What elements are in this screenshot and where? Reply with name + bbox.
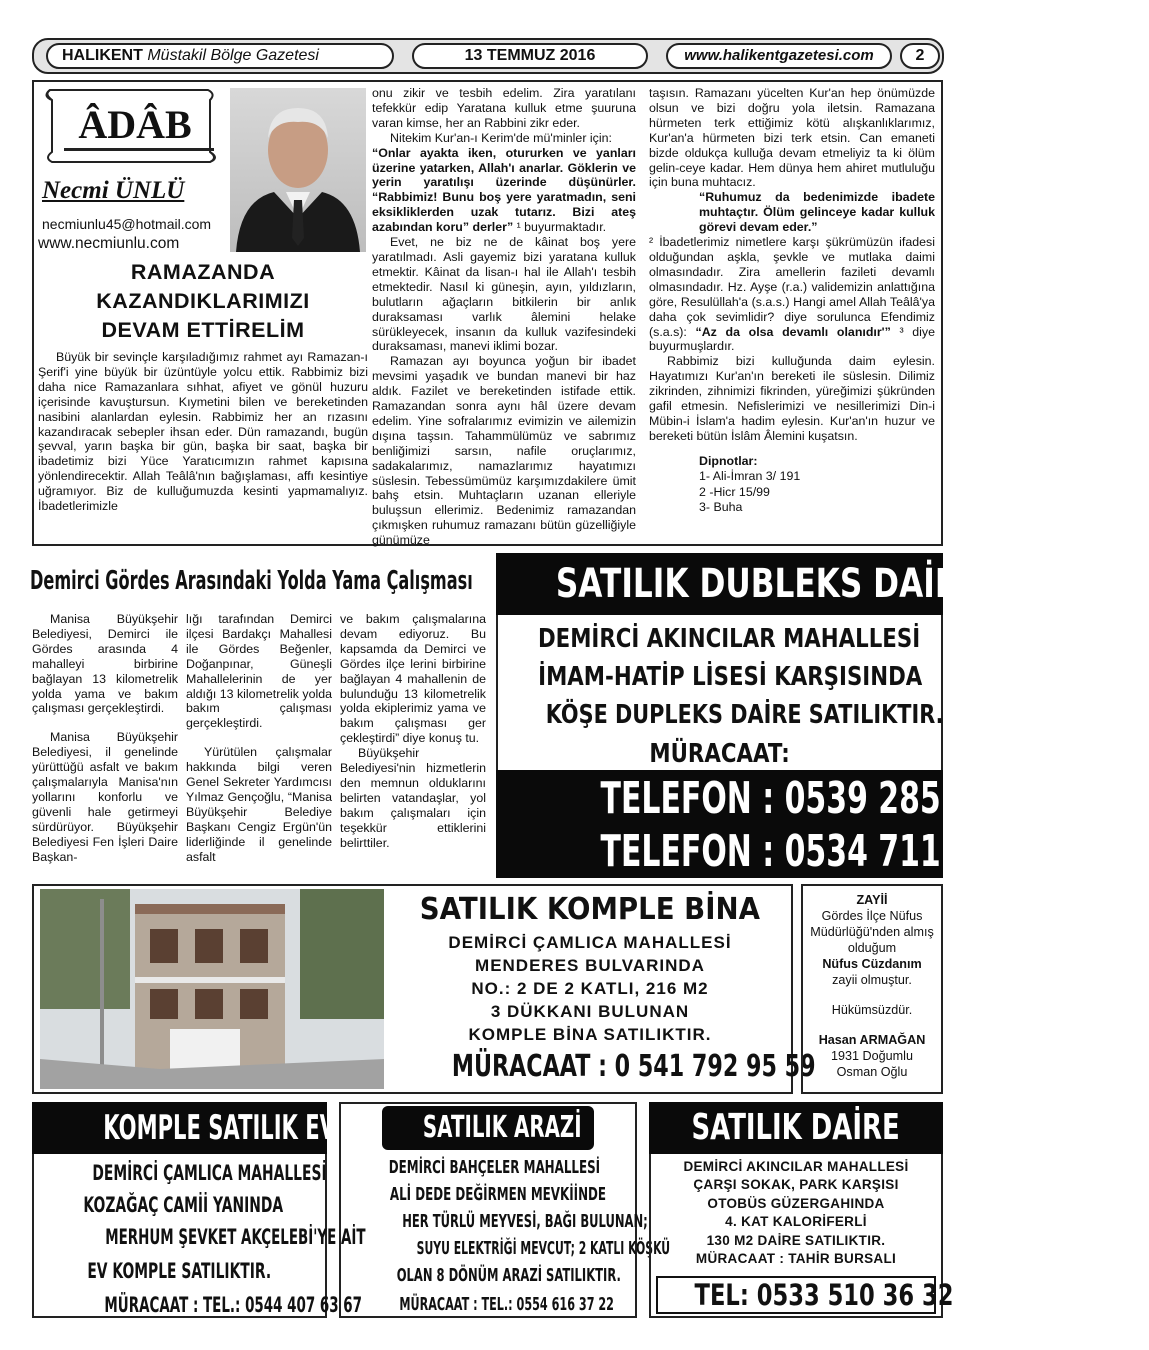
building-photo (40, 889, 384, 1089)
author-website[interactable]: www.necmiunlu.com (38, 235, 180, 252)
author-email[interactable]: necmiunlu45@hotmail.com (42, 216, 212, 232)
ad-arazi-title: SATILIK ARAZİ (382, 1106, 594, 1150)
tagline: Müstakil Bölge Gazetesi (147, 47, 319, 64)
footnotes: Dipnotlar: 1- Ali-İmran 3/ 191 2 -Hicr 15/99 3- Buha (699, 453, 801, 515)
brand-name: HALIKENT (62, 47, 143, 64)
page-number: 2 (900, 43, 940, 69)
ad-bina-contact[interactable]: MÜRACAAT : 0 541 792 95 59 (451, 1049, 816, 1084)
ad-arazi-contact[interactable]: MÜRACAAT : TEL.: 0554 616 37 22 (399, 1295, 614, 1315)
column-text-3: taşısın. Ramazanı yücelten Kur'an hep önümüzde olsun ve bizi doğru yola iletsin. Ramazana hürmeten terk ettiğimiz kötü alışkanlıklarımız, Kur'an'a hürmeten bizi terk etsin. Can emaneti bizde oldukça kulluğa devam etmeliyiz ta ki ölüm gelin-ceye kadar. Hem dünya hem ahiret mutluluğu için buna muhtacız. “Ruhumuz da bedenimizde ibadete muhtaçtır. Ölüm gelinceye kadar kulluk görevi devam eder.” ² İbadetlerimiz nimetlere karşı şükrümüzün ifadesi olduğundan aşkla, şevkle ve mutlaka daimi olmasındadır. Zira amellerin fazileti devamlı olmasındadır. Hz. Ayşe (r.a.) validemizin anlattığına göre, Resulüllah'a (s.a.s.) Hangi amel Allah Teâlâ'ya daha çok sevimlidir? diye sorulunca Efendimiz (s.a.s): “Az da olsa devamlı olanıdır'” ³ diye buyurmuşlardır. Rabbimiz bizi kulluğunda daim eylesin. Hayatımızı Kur'an'ın bereketi ile süslesin. Dilimiz zikrinden, zihnimizi fikrinden, yüreğimizi şükründen gafil etmesin. Nefislerimizi ve nesillerimizi Din-i Mübin-i İslam'a hadim eylesin. Kur'an'ın huzur ve bereketi bütün İslâm Âlemini kuşatsın. Dipnotlar: 1- Ali-İmran 3/ 191 2 -Hicr 15/99 3- Buha (649, 86, 935, 515)
issue-date: 13 TEMMUZ 2016 (412, 43, 648, 69)
header-bar (32, 38, 944, 74)
ad-dubleks-body: DEMİRCİ AKINCILAR MAHALLESİ İMAM-HATİP LİSESİ KARŞISINDA KÖŞE DUPLEKS DAİRE SATILIKTIR. MÜRACAAT: (537, 624, 944, 769)
ad-daire-body: DEMİRCİ AKINCILAR MAHALLESİ ÇARŞI SOKAK, PARK KARŞISI OTOBÜS GÜZERGAHINDA 4. KAT KALORİFERLİ 130 M2 DAİRE SATILIKTIR. MÜRACAAT : TAHİR BURSALI (683, 1159, 909, 1267)
column-text-1: Büyük bir sevinçle karşıladığımız rahmet ayı Ramazan-ı Şerif'i yine büyük bir üzüntüyle yolcu ettik. Rabbimiz bizi daha nice Ramazanlara sıhhat, afiyet ve gönül huzuru içerisinde kavuştursun. Kıymetini bilen ve bereketinden nasibini alanlardan eylesin. Rabbimiz her an rızasını kazandıracak sebepler ihsan eder. Dün ramazandı, bugün şevval, yarın başka bir gün, başka bir saat, başka bir ibadetimiz bizi Yüce Yaratıcımızın rahmet kapısına yönlendirecektir. Allah Teâlâ'nın bağışlaması, affı kesintiye uğramıyor. Biz de kulluğumuzda kesinti yapmamalıyız. İbadetlerimizle (38, 350, 368, 514)
ad-daire-title: SATILIK DAİRE (649, 1102, 943, 1154)
ad-ev-contact[interactable]: MÜRACAAT : TEL.: 0544 407 63 67 (104, 1293, 362, 1317)
news-col-3: ve bakım çalışmalarına devam ediyoruz. Bu kapsamda da Demirci ve Gördes ilçe lerini birbirine bağlayan 4 mahallenin de bulunduğu 13 kilometrelik yolda ekiplerimiz yama ve bakım çalışması ger çekleştirdi” diye konuş tu. Büyükşehir Belediyesi'nin hizmetlerin den memnun olduklarını belirten vatandaşlar, yol bakım çalışmaları için teşekkür ettiklerini belirttiler. (340, 612, 486, 850)
ad-arazi-body: DEMİRCİ BAHÇELER MAHALLESİ ALİ DEDE DEĞİRMEN MEVKİİNDE HER TÜRLÜ MEYVESİ, BAĞI BULUNAN; SUYU ELEKTRİĞİ MEVCUT; 2 KATLI KÖŞKÜ OLAN 8 DÖNÜM ARAZİ SATILIKTIR. MÜRACAAT : TEL.: 0554 616 37 22 (339, 1155, 637, 1320)
column-headline: RAMAZANDA KAZANDIKLARIMIZI DEVAM ETTİRELİM (96, 260, 310, 342)
news-headline-box (30, 560, 490, 602)
ad-daire-contact[interactable]: TEL: 0533 510 36 32 (656, 1276, 936, 1314)
hadith-quote: “Ruhumuz da bedenimizde ibadete muhtaçtır. Ölüm gelinceye kadar kulluk görevi devam eder.” (699, 190, 935, 235)
author-name: Necmi ÜNLÜ (42, 177, 185, 204)
ad-ev-body: DEMİRCİ ÇAMLICA MAHALLESİ KOZAĞAÇ CAMİİ YANINDA MERHUM ŞEVKET AKÇELEBİ'YE AİT EV KOMPLE SATILIKTIR. MÜRACAAT : TEL.: 0544 407 63 67 (32, 1157, 327, 1321)
column-text-2: onu zikir ve tesbih edelim. Zira yaratılanı tefekkür edip Yaratana kulluk etme şuuruna varan kimse, her an Rabbini zikr eder. Nitekim Kur'an-ı Kerim'de mü'minler için: “Onlar ayakta iken, otururken ve yanları üzerine yatarken, Allah'ı anarlar. Göklerin ve yerin yaratılışı üzerinde düşünürler. “Rabbimiz! Bunu boş yere yaratmadın, seni eksikliklerden uzak tutarız. Bizi ateş azabından koru” derler” ¹ buyurmaktadır. Evet, ne biz ne de kâinat boş yere yaratılmadı. Asli gayemiz bizi yaratana kulluk etmektir. Kâinat da lisan-ı hal ile Allah'ı tesbih etmektedir. Nasıl ki güneşin, ayın, yıldızların, bulutların ağaçların bitkilerin bir anlık duraksaması varlık âlemini helake sürükleyecek, insanın da kulluk vazifesindeki duraksaması, manevi iklimi bozar. Ramazan ayı boyunca yoğun bir ibadet mevsimi yaşadık ve bundan manevi bir haz aldık. Fazilet ve bereketinden istifade ettik. Ramazandan sonra aynı hâl üzere devam edelim. Yine sofralarımız evimizin ve ailemizin dışına taşsın. Tahammülümüz ve sabrımız benliğimizi sarsın, nafile oruçlarımız, sadakalarımız, namazlarımız hayatımızı süslesin. Tebessümümüz karşımızdakilere ümit bahş etsin. Muhtaçların uzanan elleriyle buluşsun ellerimiz. Bedenimiz ramazandan çıkmışken ruhumuz ramazanı bütün güzelliğiyle günümüze (372, 86, 636, 548)
news-col-1: Manisa Büyükşehir Belediyesi, Demirci ile Gördes arasında 4 mahalleyi birbirine bağlayan 13 kilometrelik yolda yama ve bakım çalışması gerçekleştirdi. Manisa Büyükşehir Belediyesi, il genelinde yürüttüğü asfalt ve bakım çalışmalarıyla Manisa'nın yollarını konforlu ve güvenli hale getirmeyi sürdürüyor. Büyükşehir Belediyesi Fen İşleri Daire Başkan- (32, 612, 178, 864)
author-photo (230, 88, 366, 252)
website-link[interactable]: www.halikentgazetesi.com (666, 43, 892, 69)
ad-dubleks-phone-2[interactable]: TELEFON : 0534 711 96 06 (496, 826, 943, 878)
zayi-notice: ZAYİİ Gördes İlçe Nüfus Müdürlüğü'nden almış olduğum Nüfus Cüzdanım zayii olmuştur. Hükümsüzdür. Hasan ARMAĞAN 1931 Doğumlu Osman Oğlu (801, 884, 943, 1094)
ad-ev-title: KOMPLE SATILIK EV (32, 1102, 327, 1154)
quran-quote: “Onlar ayakta iken, otururken ve yanları üzerine yatarken, Allah'ı anarlar. Göklerin ve yerin yaratılışı üzerinde düşünürler. “Rabbimiz! Bunu boş yere yaratmadın, seni eksikliklerden uzak tutarız. Bizi ateş azabından koru” derler” (372, 145, 636, 235)
column-logo: ÂDÂB (78, 102, 192, 147)
masthead (46, 43, 394, 69)
news-headline: Demirci Gördes Arasındaki Yolda Yama Çalışması (30, 566, 473, 596)
building-photo-icon (40, 889, 384, 1089)
news-col-2: lığı tarafından Demirci ilçesi Bardakçı Mahallesi ile Gördes Beğenler, Doğanpınar, Güneşli Mahallelerinin de yer aldığı 13 kilometrelik yolda bakım çalışması gerçekleştirdi. Yürütülen çalışmalar hakkında bilgi veren Genel Sekreter Yardımcısı Yılmaz Gençoğlu, “Manisa Büyükşehir Belediye Başkanı Cengiz Ergün'ün liderliğinde il genelinde asfalt (186, 612, 333, 864)
logo-underline (64, 148, 214, 151)
ad-bina-body: SATILIK KOMPLE BİNA DEMİRCİ ÇAMLICA MAHALLESİ MENDERES BULVARINDA NO.: 2 DE 2 KATLI, 216 M2 3 DÜKKANI BULUNAN KOMPLE BİNA SATILIKTIR. MÜRACAAT : 0 541 792 95 59 (388, 888, 792, 1088)
ad-bina-title: SATILIK KOMPLE BİNA (419, 892, 761, 927)
ad-dubleks-phone-1[interactable]: TELEFON : 0539 285 48 77 (496, 770, 943, 828)
ad-dubleks-title: SATILIK DUBLEKS DAİRE (496, 553, 943, 615)
portrait-icon (230, 88, 366, 252)
